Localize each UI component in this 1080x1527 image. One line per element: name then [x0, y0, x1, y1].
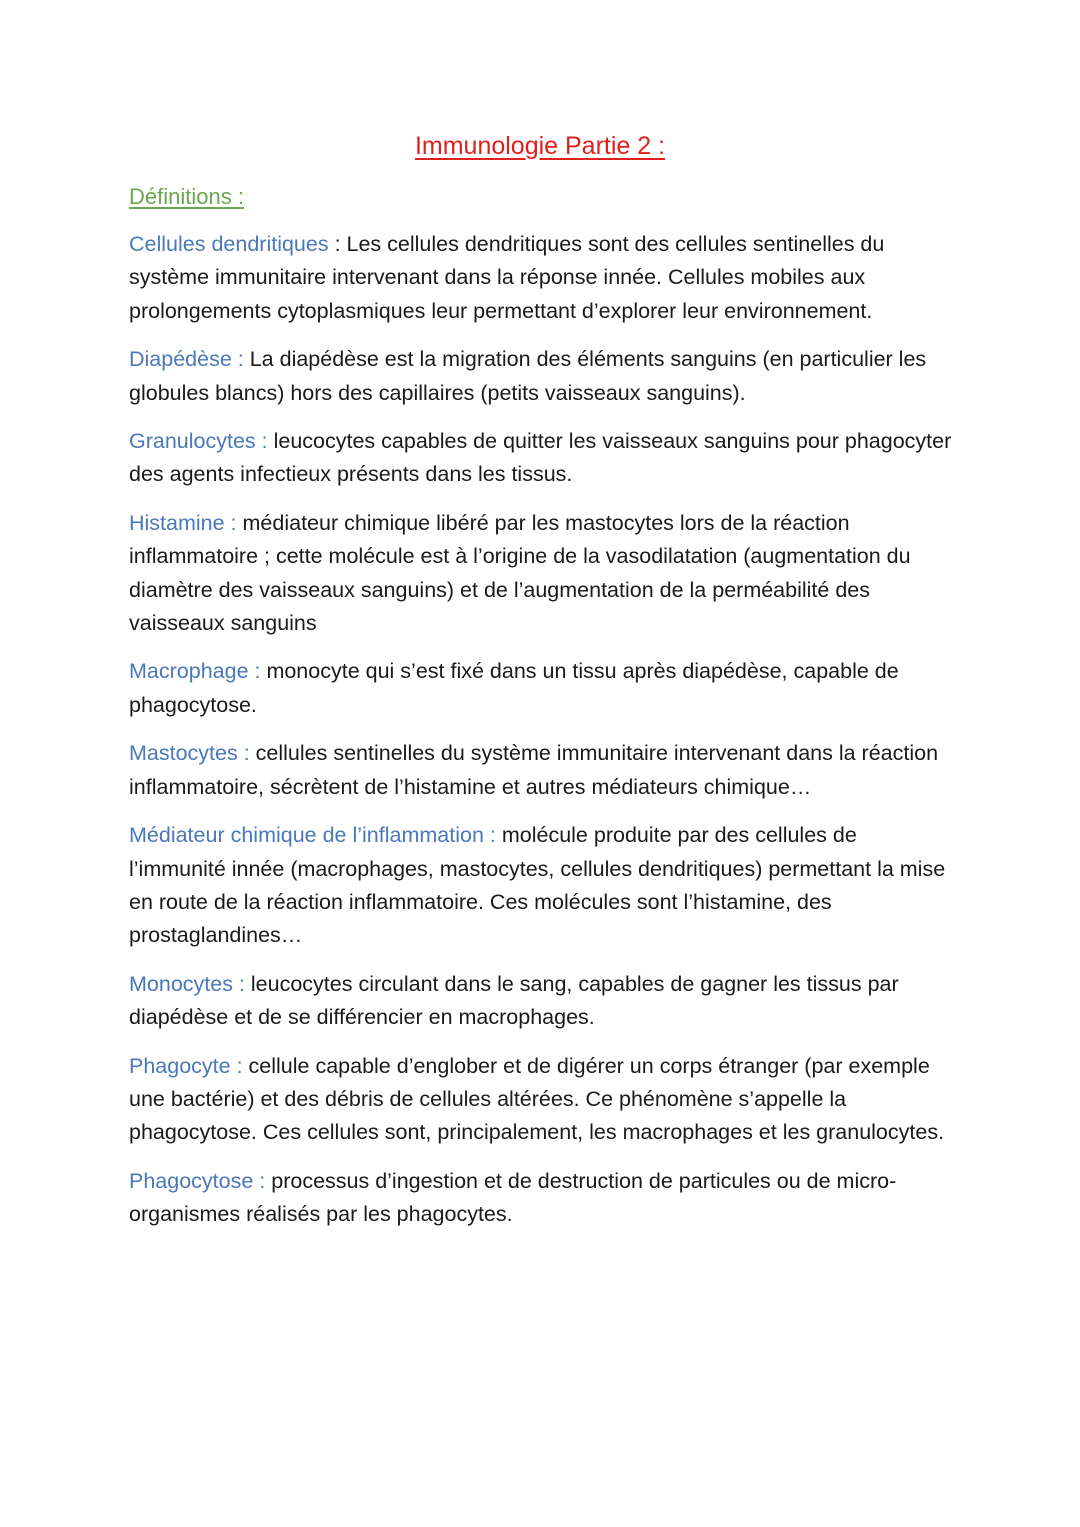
definition-term: Monocytes : [129, 971, 245, 996]
definition-phagocytose [129, 1165, 959, 1232]
definition-text: : Les cellules dendritiques sont des cellules sentinelles du système immunitaire intervenant dans la réponse innée. Cellules mobiles aux prolongements cytoplasmiques leur permettant d’explorer leur environnement. [129, 232, 885, 323]
definition-term: Granulocytes : [129, 429, 268, 454]
section-heading-definitions: Définitions : [129, 184, 244, 209]
definition-text: La diapédèse est la migration des éléments sanguins (en particulier les globules blancs) hors des capillaires (petits vaisseaux sanguins). [129, 347, 927, 405]
definition-term: Diapédèse : [129, 347, 244, 372]
definition-term: Phagocyte : [129, 1053, 243, 1078]
definition-granulocytes [129, 425, 959, 492]
definition-mastocytes [129, 737, 959, 804]
definition-text: processus d’ingestion et de destruction de particules ou de micro-organismes réalisés par les phagocytes. [129, 1168, 897, 1227]
definition-term: Histamine : [129, 510, 237, 535]
definition-text: leucocytes circulant dans le sang, capables de gagner les tissus par diapédèse et de se différencier en macrophages. [129, 971, 899, 1030]
definition-term: Phagocytose : [129, 1168, 266, 1193]
definition-text: molécule produite par des cellules de l’immunité innée (macrophages, mastocytes, cellules dendritiques) permettant la mise en route de la réaction inflammatoire. Ces molécules sont l’histamine, des prostaglandines… [129, 823, 946, 948]
definition-text: médiateur chimique libéré par les mastocytes lors de la réaction inflammatoire ; cette molécule est à l’origine de la vasodilatation (augmentation du diamètre des vaisseaux sanguins) et de l’augmentation de la perméabilité des vaisseaux sanguins [129, 510, 911, 636]
definition-term: Médiateur chimique de l’inflammation : [129, 823, 496, 848]
definitions-list [129, 228, 959, 1247]
definition-term: Macrophage : [129, 659, 261, 684]
definition-diapedese [129, 343, 959, 410]
page-title: Immunologie Partie 2 : [414, 132, 666, 160]
definition-monocytes [129, 968, 959, 1035]
definition-text: leucocytes capables de quitter les vaisseaux sanguins pour phagocyter des agents infectieux présents dans les tissus. [129, 429, 952, 487]
definition-macrophage [129, 655, 959, 722]
definition-text: monocyte qui s’est fixé dans un tissu après diapédèse, capable de phagocytose. [129, 659, 899, 717]
definition-text: cellules sentinelles du système immunitaire intervenant dans la réaction inflammatoire, sécrètent de l’histamine et autres médiateurs chimique… [129, 741, 939, 799]
definition-term: Cellules dendritiques [129, 232, 329, 256]
definition-histamine [129, 507, 959, 641]
definition-cellules-dendritiques [129, 228, 959, 328]
definition-mediateur-chimique [129, 819, 959, 953]
definition-term: Mastocytes : [129, 741, 250, 766]
definition-phagocyte [129, 1050, 959, 1150]
definition-text: cellule capable d’englober et de digérer un corps étranger (par exemple une bactérie) et des débris de cellules altérées. Ce phénomène s’appelle la phagocytose. Ces cellules sont, principalement, les macrophages et les granulocytes. [129, 1053, 945, 1145]
